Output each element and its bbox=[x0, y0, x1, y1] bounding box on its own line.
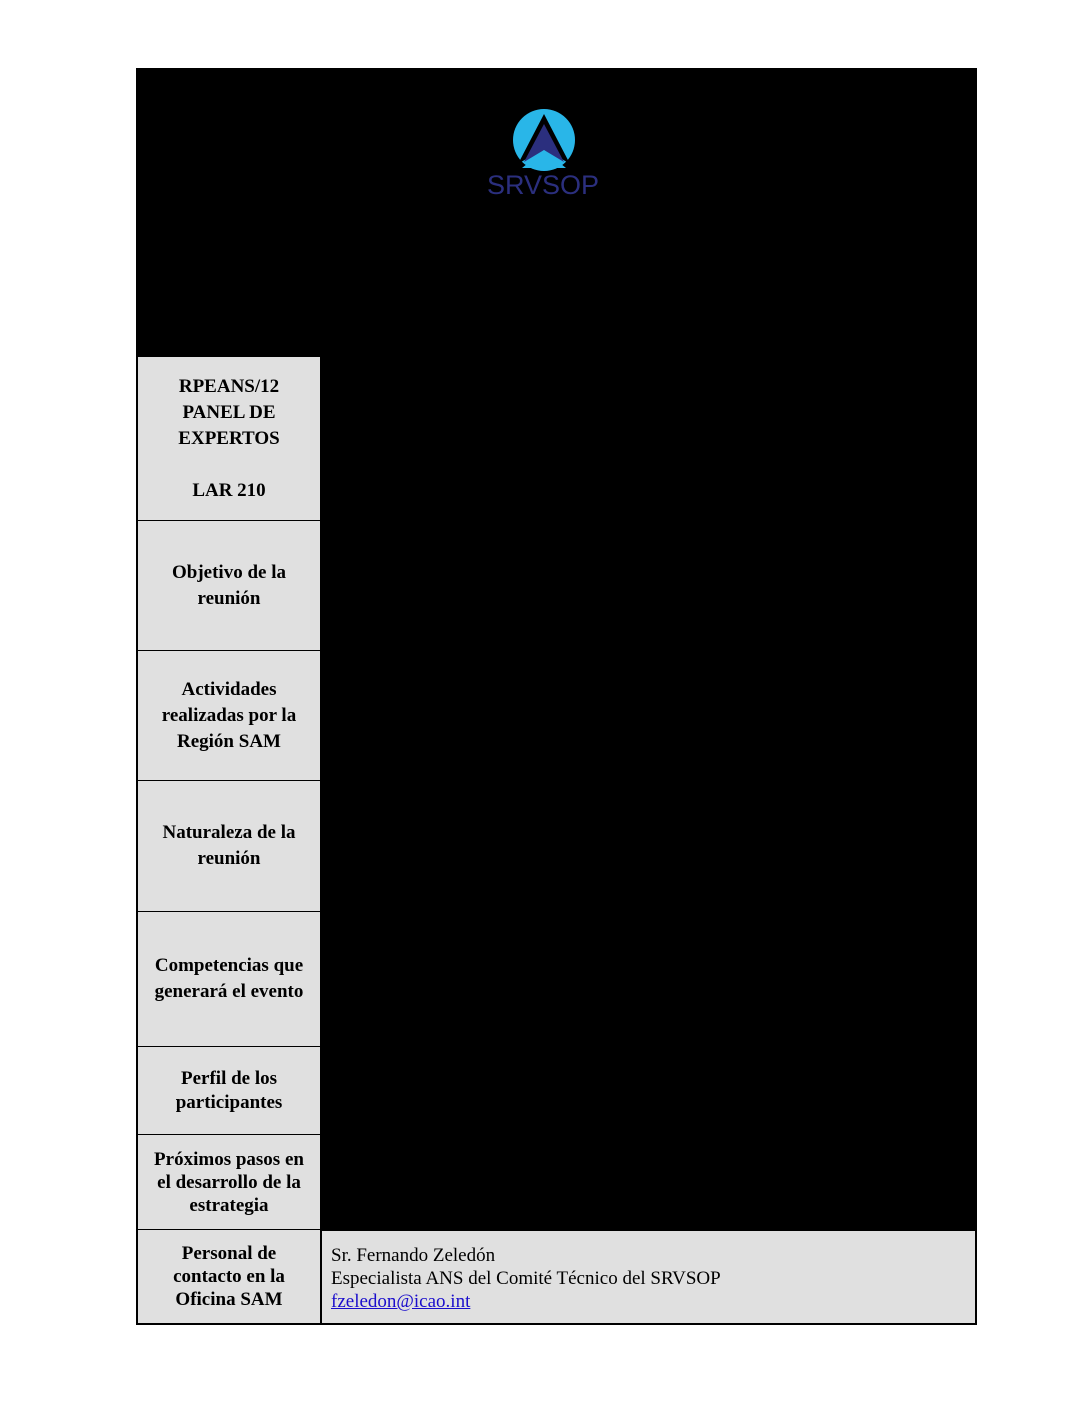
row-label-next-steps: Próximos pasos en el desarrollo de la estrategia bbox=[138, 1134, 320, 1229]
row-label-competencies: Competencias que generará el evento bbox=[138, 911, 320, 1046]
logo-text: SRVSOP bbox=[486, 170, 600, 200]
srvsop-logo bbox=[478, 106, 608, 206]
row-label-activities: Actividades realizadas por la Región SAM bbox=[138, 650, 320, 780]
contact-email-link[interactable]: fzeledon@icao.int bbox=[331, 1291, 471, 1312]
contact-details bbox=[322, 1231, 975, 1323]
contact-role: Especialista ANS del Comité Técnico del SRVSOP bbox=[331, 1268, 721, 1289]
row-label-profile: Perfil de los participantes bbox=[138, 1046, 320, 1134]
row-label-event: RPEANS/12 PANEL DE EXPERTOS LAR 210 bbox=[138, 356, 320, 521]
row-label-nature: Naturaleza de la reunión bbox=[138, 780, 320, 911]
contact-name: Sr. Fernando Zeledón bbox=[331, 1245, 496, 1266]
row-label-objective: Objetivo de la reunión bbox=[138, 520, 320, 650]
logo-emblem-icon bbox=[478, 106, 608, 176]
row-label-contact: Personal de contacto en la Oficina SAM bbox=[138, 1229, 320, 1323]
